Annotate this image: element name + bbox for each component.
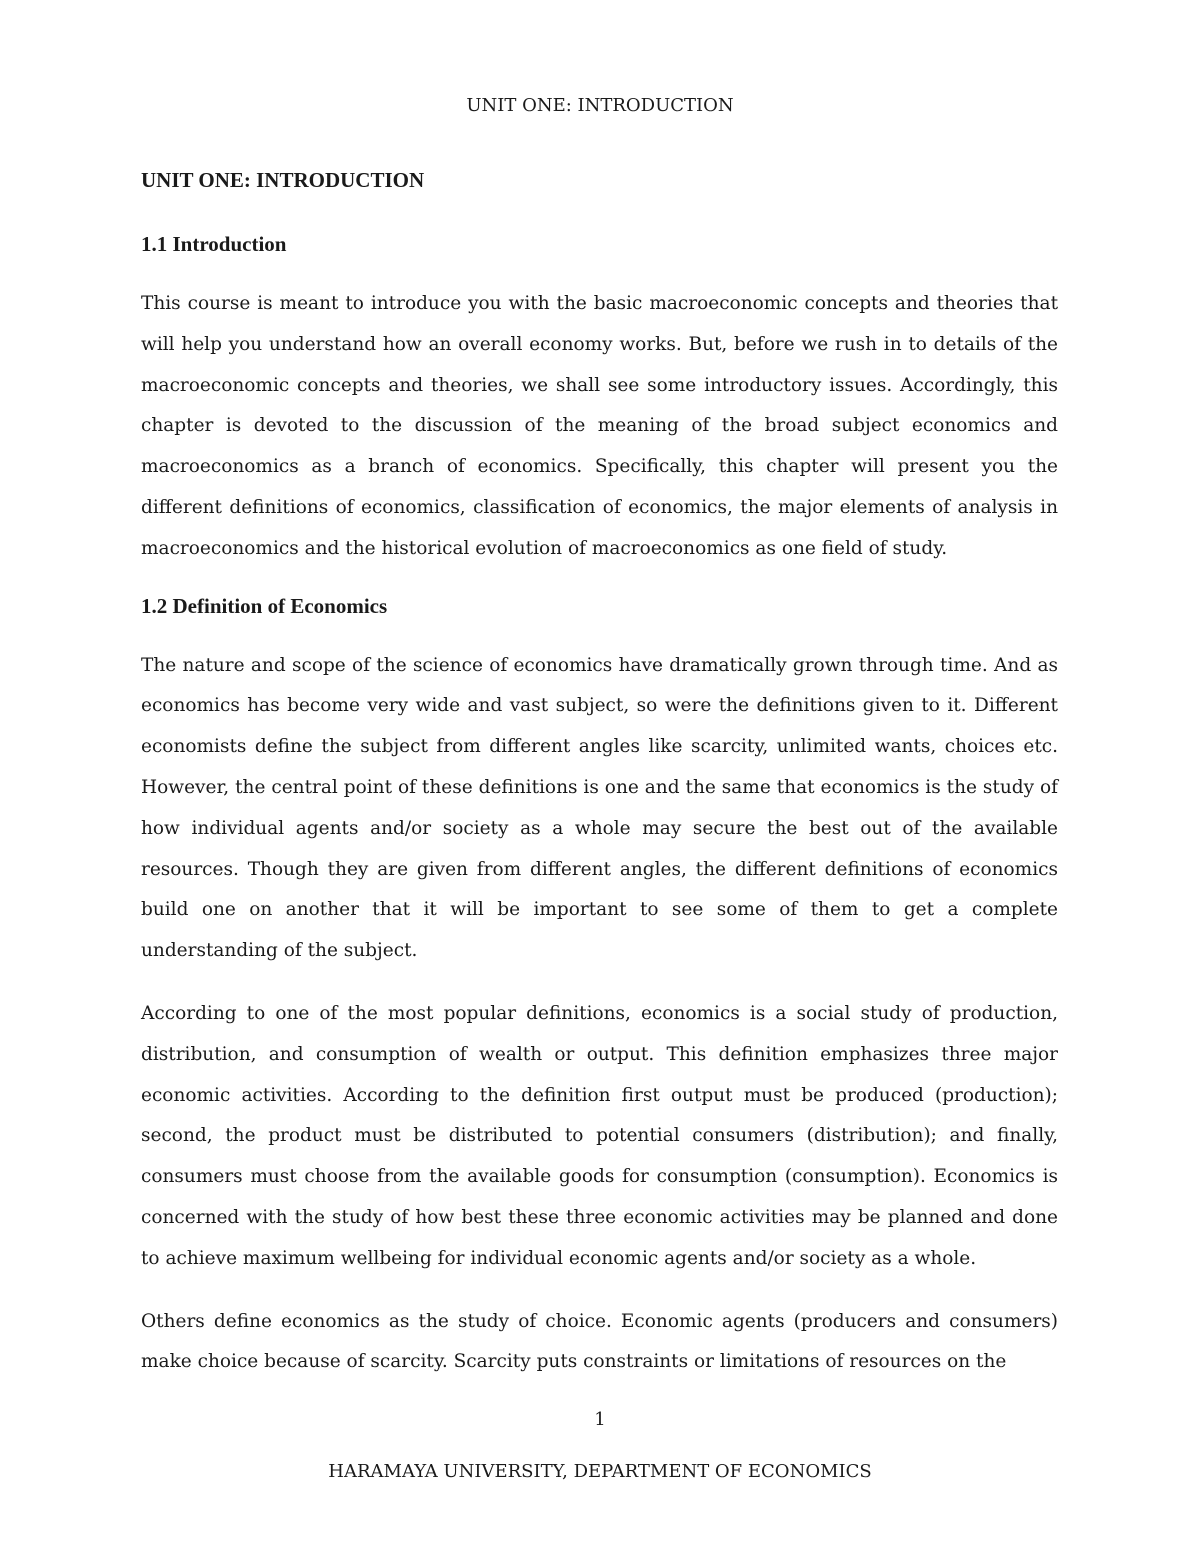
- section-heading-definition: 1.2 Definition of Economics: [141, 593, 388, 618]
- paragraph: This course is meant to introduce you with the basic macroeconomic concepts and theories that will help you understand how an overall economy works. But, before we rush in to details of the macroeconomic concepts and theories, we shall see some introductory issues. Accordingly, this chapter is devoted to the discussion of the meaning of the broad subject economics and macroeconomics as a branch of economics. Specifically, this chapter will present you the different definitions of economics, classification of economics, the major elements of analysis in macroeconomics and the historical evolution of macroeconomics as one field of study.: [141, 293, 1058, 559]
- paragraph: Others define economics as the study of choice. Economic agents (producers and consumers) make choice because of scarcity. Scarcity puts constraints or limitations of resources on the: [141, 1310, 1058, 1373]
- paragraph: The nature and scope of the science of economics have dramatically grown through time. And as economics has become very wide and vast subject, so were the definitions given to it. Different economists define the subject from different angles like scarcity, unlimited wants, choices etc. However, the central point of these definitions is one and the same that economics is the study of how individual agents and/or society as a whole may secure the best out of the available resources. Though they are given from different angles, the different definitions of economics build one on another that it will be important to see some of them to get a complete understanding of the subject.: [141, 654, 1058, 962]
- running-footer: HARAMAYA UNIVERSITY, DEPARTMENT OF ECONOMICS: [328, 1461, 872, 1482]
- page-number: 1: [594, 1409, 606, 1430]
- section-heading-introduction: 1.1 Introduction: [141, 232, 287, 256]
- running-header: UNIT ONE: INTRODUCTION: [466, 95, 734, 116]
- unit-title: UNIT ONE: INTRODUCTION: [141, 168, 425, 192]
- document-body: [141, 166, 1058, 1383]
- paragraph: According to one of the most popular definitions, economics is a social study of production, distribution, and consumption of wealth or output. This definition emphasizes three major economic activities. According to the definition first output must be produced (production); second, the product must be distributed to potential consumers (distribution); and finally, consumers must choose from the available goods for consumption (consumption). Economics is concerned with the study of how best these three economic activities may be planned and done to achieve maximum wellbeing for individual economic agents and/or society as a whole.: [141, 1002, 1058, 1269]
